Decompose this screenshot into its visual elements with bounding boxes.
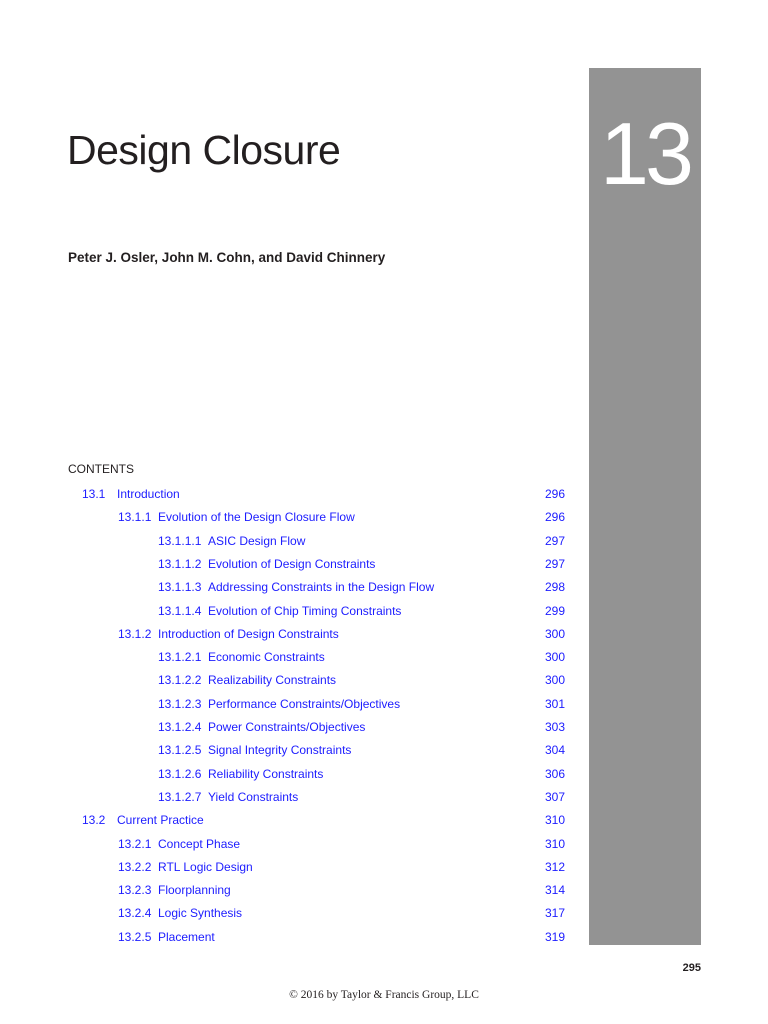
toc-entry[interactable] [0, 694, 565, 714]
toc-entry[interactable] [0, 507, 565, 527]
toc-entry-title[interactable]: Yield Constraints [208, 789, 299, 804]
toc-entry[interactable] [0, 484, 565, 504]
toc-entry[interactable] [0, 624, 565, 644]
toc-entry-number[interactable]: 13.1.2.1 [158, 650, 202, 665]
toc-entry-number[interactable]: 13.1.1 [118, 510, 152, 525]
toc-entry-number[interactable]: 13.1.2.7 [158, 789, 202, 804]
toc-entry-number[interactable]: 13.1.2.5 [158, 743, 202, 758]
toc-entry[interactable] [0, 647, 565, 667]
toc-entry-number[interactable]: 13.2.5 [118, 929, 152, 944]
toc-entry-title[interactable]: Reliability Constraints [208, 766, 324, 781]
toc-entry[interactable] [0, 880, 565, 900]
toc-entry-title[interactable]: Realizability Constraints [208, 673, 337, 688]
toc-entry-page[interactable]: 310 [544, 813, 565, 828]
copyright-notice: © 2016 by Taylor & Francis Group, LLC [289, 989, 479, 1001]
toc-entry-number[interactable]: 13.1.1.2 [158, 556, 202, 571]
toc-entry-number[interactable]: 13.1.2.4 [158, 720, 202, 734]
toc-entry-number[interactable]: 13.2.1 [118, 836, 152, 851]
toc-entry-number[interactable]: 13.1.1.1 [158, 533, 202, 548]
toc-entry[interactable] [0, 670, 565, 690]
toc-entry-title[interactable]: Introduction [117, 487, 180, 501]
toc-entry-page[interactable]: 297 [544, 556, 565, 571]
toc-entry[interactable] [0, 903, 565, 923]
toc-entry-title[interactable]: Power Constraints/Objectives [208, 720, 366, 734]
toc-entry-title[interactable]: Current Practice [117, 813, 204, 828]
toc-entry-title[interactable]: Logic Synthesis [158, 906, 243, 921]
toc-entry-page[interactable]: 314 [544, 883, 565, 898]
toc-entry-page[interactable]: 297 [544, 533, 565, 548]
toc-entry-title[interactable]: Introduction of Design Constraints [158, 626, 339, 641]
toc-entry[interactable] [0, 810, 565, 830]
toc-entry-title[interactable]: Economic Constraints [208, 650, 325, 665]
toc-entry-number[interactable]: 13.1.1.3 [158, 580, 202, 595]
toc-entry-title[interactable]: Performance Constraints/Objectives [208, 696, 401, 711]
toc-entry-number[interactable]: 13.1 [82, 487, 106, 501]
toc-entry[interactable] [0, 834, 565, 854]
toc-entry-title[interactable]: Evolution of the Design Closure Flow [158, 510, 355, 525]
toc-entry-page[interactable]: 300 [544, 626, 565, 641]
chapter-title: Design Closure [67, 127, 341, 173]
toc-entry-title[interactable]: ASIC Design Flow [208, 533, 306, 548]
toc-entry[interactable] [0, 787, 565, 807]
toc-entry-number[interactable]: 13.1.2.2 [158, 673, 202, 688]
toc-entry-title[interactable]: RTL Logic Design [158, 859, 253, 874]
toc-entry-number[interactable]: 13.2.2 [118, 859, 152, 874]
toc-entry-title[interactable]: Addressing Constraints in the Design Flow [208, 580, 435, 595]
toc-entry-page[interactable]: 299 [544, 603, 565, 618]
toc-entry-number[interactable]: 13.1.2.6 [158, 766, 202, 781]
toc-entry-number[interactable]: 13.1.1.4 [158, 603, 202, 618]
toc-entry-number[interactable]: 13.1.2.3 [158, 696, 202, 711]
toc-entry-page[interactable]: 304 [544, 743, 565, 758]
toc-entry-page[interactable]: 310 [544, 836, 565, 851]
toc-entry-page[interactable]: 303 [544, 720, 565, 734]
toc-entry-page[interactable]: 296 [544, 487, 565, 501]
toc-entry[interactable] [0, 531, 565, 551]
toc-entry-title[interactable]: Signal Integrity Constraints [208, 743, 352, 758]
toc-entry-page[interactable]: 298 [544, 580, 565, 595]
toc-entry[interactable] [0, 764, 565, 784]
toc-entry-page[interactable]: 312 [544, 859, 565, 874]
toc-entry-number[interactable]: 13.2 [82, 813, 106, 828]
chapter-authors: Peter J. Osler, John M. Cohn, and David Chinnery [68, 250, 386, 265]
toc-entry-title[interactable]: Placement [158, 929, 215, 944]
toc-entry-number[interactable]: 13.2.3 [118, 883, 152, 898]
chapter-number: 13 [600, 104, 690, 203]
toc-entry-page[interactable]: 317 [544, 906, 565, 921]
toc-entry-number[interactable]: 13.2.4 [118, 906, 152, 921]
toc-entry-page[interactable]: 301 [544, 696, 565, 711]
toc-entry-page[interactable]: 307 [544, 789, 565, 804]
contents-heading: CONTENTS [68, 462, 134, 476]
toc-entry-title[interactable]: Evolution of Chip Timing Constraints [208, 603, 402, 618]
toc-entry-title[interactable]: Evolution of Design Constraints [208, 556, 376, 571]
toc-entry-page[interactable]: 300 [544, 650, 565, 665]
toc-entry[interactable] [0, 740, 565, 760]
toc-entry-title[interactable]: Concept Phase [158, 836, 241, 851]
toc-entry-page[interactable]: 319 [544, 929, 565, 944]
toc-entry-page[interactable]: 296 [544, 510, 565, 525]
toc-entry[interactable] [0, 554, 565, 574]
toc-entry-number[interactable]: 13.1.2 [118, 626, 152, 641]
toc-entry[interactable] [0, 857, 565, 877]
page-number: 295 [682, 962, 701, 974]
toc-entry[interactable] [0, 577, 565, 597]
toc-entry[interactable] [0, 927, 565, 947]
toc-entry[interactable] [0, 601, 565, 621]
toc-entry-title[interactable]: Floorplanning [158, 883, 231, 898]
toc-entry[interactable] [0, 717, 565, 737]
toc-entry-page[interactable]: 300 [544, 673, 565, 688]
toc-entry-page[interactable]: 306 [544, 766, 565, 781]
